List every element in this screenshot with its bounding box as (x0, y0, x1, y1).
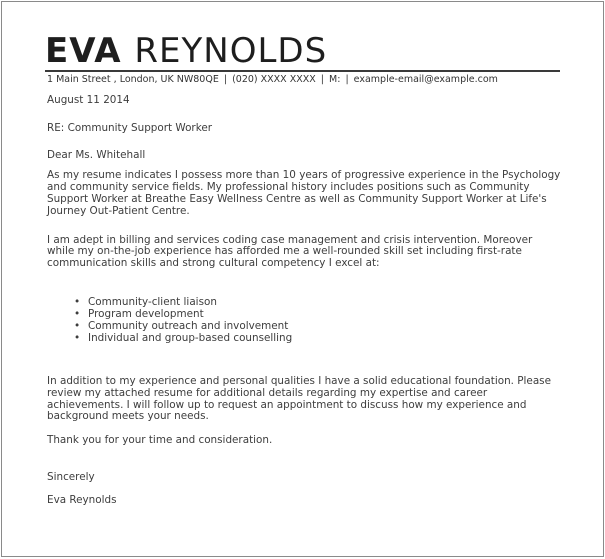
paragraph-skills-intro: I am adept in billing and services coding case management and crisis intervention. Moreover while my on-the-job experience has afforded me a well-rounded skill set including first-rate communication skills and strong cultural competency I excel at: (47, 233, 533, 270)
first-name: EVA (45, 31, 122, 71)
contact-separator: | (223, 74, 228, 85)
skill-text: Program development (88, 307, 204, 320)
contact-line (47, 73, 498, 86)
contact-separator: | (320, 74, 324, 85)
list-item (73, 320, 562, 332)
letter-subject: RE: Community Support Worker (47, 121, 213, 134)
skill-text: Community-client liaison (88, 295, 217, 308)
letter-closing: Sincerely (47, 470, 95, 483)
skill-text: Community outreach and involvement (88, 319, 289, 332)
contact-phone: (020) XXXX XXXX (232, 74, 316, 85)
letter-body (47, 95, 562, 507)
applicant-name (45, 28, 327, 74)
skills-list (47, 296, 562, 344)
thanks-line: Thank you for your time and consideration. (47, 434, 273, 447)
letter-date: August 11 2014 (47, 94, 130, 106)
contact-email: example-email@example.com (353, 74, 498, 85)
bullet-icon: • (74, 319, 81, 332)
cover-letter-page (1, 1, 604, 557)
header-divider (45, 70, 560, 72)
paragraph-experience: As my resume indicates I possess more than 10 years of progressive experience in the Psychology and community service fields. My professional history includes positions such as Community Support Worker at Breathe Easy Wellness Centre as well as Community Support Worker at Life's Journey Out-Patient Centre. (47, 169, 561, 217)
contact-mobile-label: M: (329, 74, 344, 85)
paragraph-education: In addition to my experience and personal qualities I have a solid educational foundation. Please review my attached resume for additional details regarding my expertise and career achievements. I will follow up to request an appointment to discuss how my experience and background meets your needs. (47, 374, 551, 423)
contact-address: 1 Main Street , London, UK NW80QE (47, 74, 219, 85)
contact-separator: | (345, 74, 349, 85)
last-name: REYNOLDS (134, 31, 328, 71)
bullet-icon: • (74, 295, 81, 308)
list-item (73, 296, 562, 308)
letter-salutation: Dear Ms. Whitehall (47, 148, 146, 161)
bullet-icon: • (74, 307, 81, 320)
list-item (73, 308, 562, 320)
skill-text: Individual and group-based counselling (88, 331, 293, 344)
list-item (73, 332, 562, 344)
letter-signature: Eva Reynolds (47, 493, 117, 506)
bullet-icon: • (74, 331, 81, 344)
